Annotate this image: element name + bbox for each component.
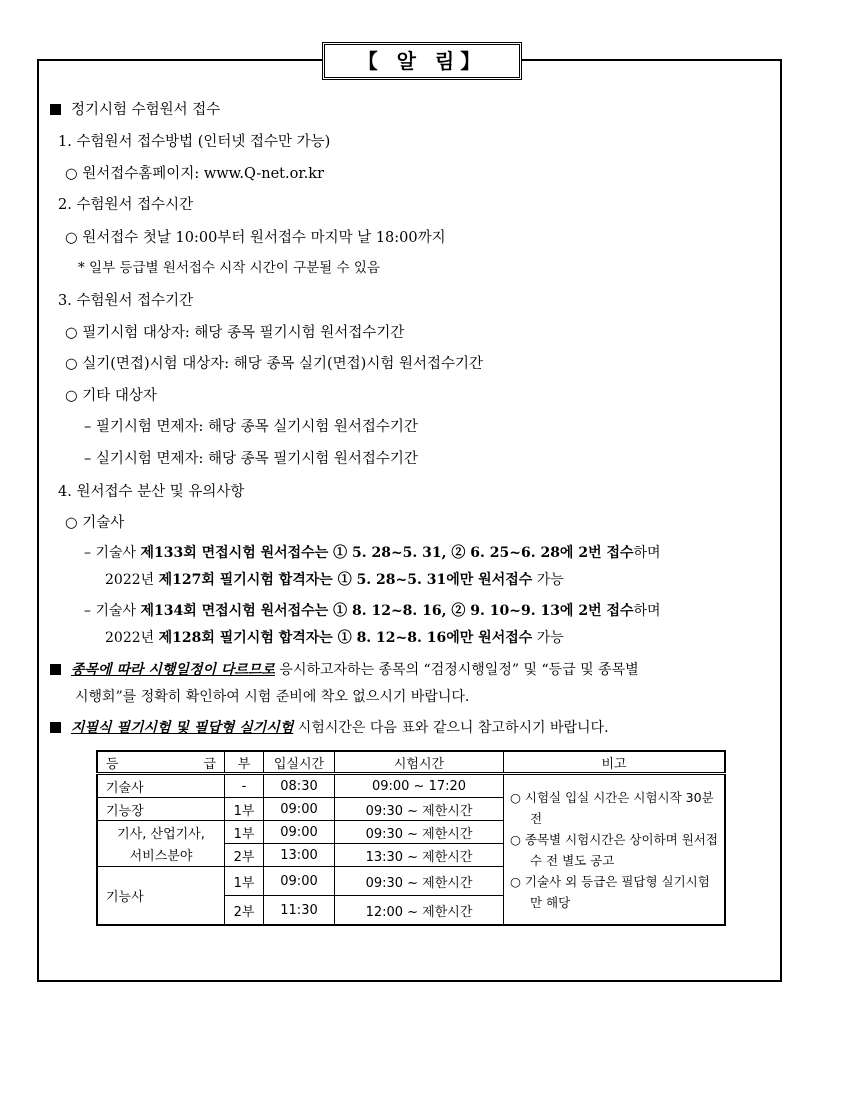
item3-bullet: ○ 실기(면접)시험 대상자: 해당 종목 실기(면접)시험 원서접수기간	[65, 356, 483, 372]
grade-cell: 기능사	[97, 867, 225, 926]
exam-time-table	[96, 750, 726, 926]
item1-bullet: ○ 원서접수홈페이지: www.Q-net.or.kr	[65, 166, 325, 182]
item3-bullet: ○ 기타 대상자	[65, 388, 157, 404]
item3-dash: – 필기시험 면제자: 해당 종목 실기시험 원서접수기간	[84, 419, 418, 435]
time-cell: 09:30 ~ 제한시간	[335, 798, 504, 821]
item4-dash1-line1: – 기술사 제133회 면접시험 원서접수는 ① 5. 28~5. 31, ② 6. 25~6. 28에 2번 접수하며	[84, 545, 661, 561]
entry-cell: 08:30	[264, 774, 335, 798]
square-bullet-icon	[50, 722, 61, 733]
header-time: 시험시간	[335, 751, 504, 774]
item3-dash: – 실기시험 면제자: 해당 종목 필기시험 원서접수기간	[84, 451, 418, 467]
item2-note: * 일부 등급별 원서접수 시작 시간이 구분될 수 있음	[78, 260, 380, 276]
time-cell: 09:30 ~ 제한시간	[335, 821, 504, 844]
note-cell	[504, 774, 726, 926]
item4-dash2-line1: – 기술사 제134회 면접시험 원서접수는 ① 8. 12~8. 16, ② 9. 10~9. 13에 2번 접수하며	[84, 603, 661, 619]
header-note: 비고	[504, 751, 726, 774]
entry-cell: 09:00	[264, 867, 335, 896]
header-part: 부	[225, 751, 264, 774]
entry-cell: 13:00	[264, 844, 335, 867]
table-header-row	[97, 751, 725, 774]
item2-title: 2. 수험원서 접수시간	[58, 197, 194, 213]
item4-bullet: ○ 기술사	[65, 515, 125, 531]
entry-cell: 11:30	[264, 896, 335, 926]
entry-cell: 09:00	[264, 821, 335, 844]
item4-title: 4. 원서접수 분산 및 유의사항	[58, 484, 245, 500]
part-cell: 2부	[225, 844, 264, 867]
note-item: ○ 종목별 시험시간은 상이하며 원서접수 전 별도 공고	[510, 831, 718, 868]
grade-cell: 기사, 산업기사,	[97, 821, 225, 844]
item2-bullet: ○ 원서접수 첫날 10:00부터 원서접수 마지막 날 18:00까지	[65, 230, 446, 246]
header-entry: 입실시간	[264, 751, 335, 774]
table-row	[97, 774, 725, 798]
section3-line: 지필식 필기시험 및 필답형 실기시험 시험시간은 다음 표와 같으니 참고하시기 바랍니다.	[50, 717, 609, 737]
section2-line1: 종목에 따라 시행일정이 다르므로 응시하고자하는 종목의 “검정시행일정” 및 “등급 및 종목별	[50, 659, 639, 679]
header-grade: 등 급	[97, 751, 225, 774]
time-cell: 12:00 ~ 제한시간	[335, 896, 504, 926]
grade-cell: 기술사	[97, 774, 225, 798]
item4-dash1-line2: 2022년 제127회 필기시험 합격자는 ① 5. 28~5. 31에만 원서접수 가능	[105, 572, 564, 588]
time-cell: 13:30 ~ 제한시간	[335, 844, 504, 867]
square-bullet-icon	[50, 104, 61, 115]
grade-cell: 서비스분야	[97, 844, 225, 867]
note-item: ○ 시험실 입실 시간은 시험시작 30분 전	[510, 789, 714, 826]
notice-title: 【 알 림】	[322, 42, 522, 80]
part-cell: -	[225, 774, 264, 798]
grade-cell: 기능장	[97, 798, 225, 821]
item3-title: 3. 수험원서 접수기간	[58, 293, 194, 309]
item4-dash2-line2: 2022년 제128회 필기시험 합격자는 ① 8. 12~8. 16에만 원서접수 가능	[105, 630, 564, 646]
time-cell: 09:00 ~ 17:20	[335, 774, 504, 798]
square-bullet-icon	[50, 664, 61, 675]
entry-cell: 09:00	[264, 798, 335, 821]
item3-bullet: ○ 필기시험 대상자: 해당 종목 필기시험 원서접수기간	[65, 325, 405, 341]
section2-line2: 시행회”를 정확히 확인하여 시험 준비에 착오 없으시기 바랍니다.	[75, 689, 470, 705]
section1-heading: 정기시험 수험원서 접수	[50, 98, 220, 119]
item1-title: 1. 수험원서 접수방법 (인터넷 접수만 가능)	[58, 134, 331, 150]
part-cell: 1부	[225, 867, 264, 896]
part-cell: 1부	[225, 798, 264, 821]
part-cell: 1부	[225, 821, 264, 844]
note-item: ○ 기술사 외 등급은 필답형 실기시험만 해당	[510, 873, 710, 910]
time-cell: 09:30 ~ 제한시간	[335, 867, 504, 896]
part-cell: 2부	[225, 896, 264, 926]
